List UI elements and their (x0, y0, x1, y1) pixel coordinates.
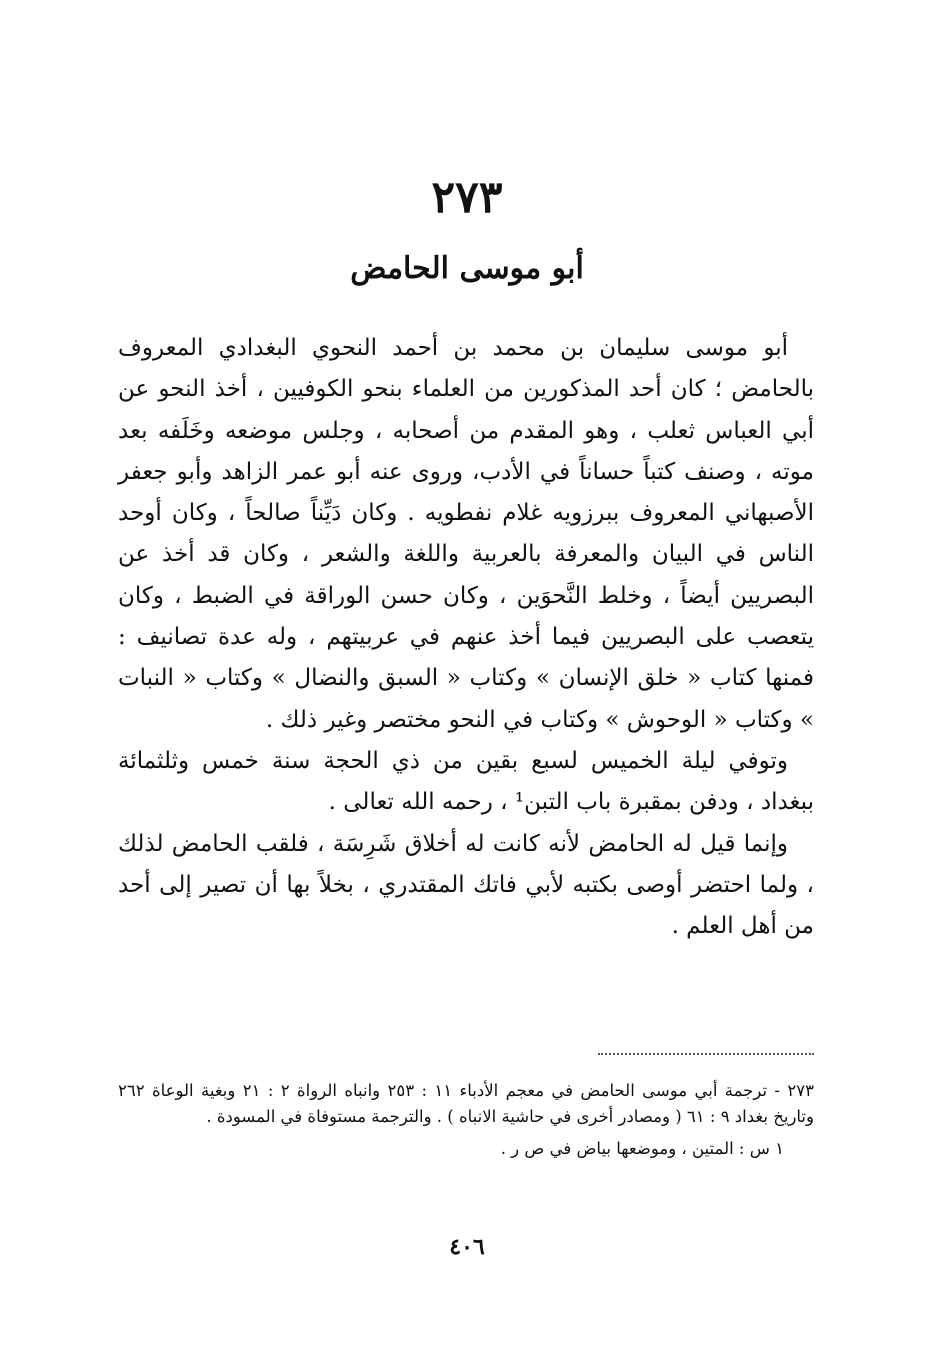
paragraph-death: وتوفي ليلة الخميس لسبع بقين من ذي الحجة سنة خمس وثلثمائة ببغداد ، ودفن بمقبرة باب التبن¹ ، رحمه الله تعالى . (118, 747, 814, 816)
footnotes (118, 1078, 814, 1162)
paragraph-nickname: وإنما قيل له الحامض لأنه كانت له أخلاق شَرِسَة ، فلقب الحامض لذلك ، ولما احتضر أوصى بكتبه لأبي فاتك المقتدري ، بخلاً بها أن تصير إلى أحد من أهل العلم . (118, 830, 814, 940)
biography-text (118, 328, 814, 947)
paragraph-biography: أبو موسى سليمان بن محمد بن أحمد النحوي البغدادي المعروف بالحامض ؛ كان أحد المذكورين من العلماء بنحو الكوفيين ، أخذ النحو عن أبي العباس ثعلب ، وهو المقدم من أصحابه ، وجلس موضعه وخَلَفه بعد موته ، وصنف كتباً حساناً في الأدب، وروى عنه أبو عمر الزاهد وأبو جعفر الأصبهاني المعروف ببرزويه غلام نفطويه . وكان دَيِّناً صالحاً ، وكان أوحد الناس في البيان والمعرفة بالعربية واللغة والشعر ، وكان قد أخذ عن البصريين أيضاً ، وخلط النَّحوَين ، وكان حسن الوراقة في الضبط ، وكان يتعصب على البصريين فيما أخذ عنهم في عربيتهم ، وله عدة تصانيف : فمنها كتاب « خلق الإنسان » وكتاب « السبق والنضال » وكتاب « النبات » وكتاب « الوحوش » وكتاب في النحو مختصر وغير ذلك . (118, 335, 814, 733)
footnote-divider (598, 1053, 814, 1055)
page-number: ٤٠٦ (449, 1234, 485, 1260)
entry-title: أبو موسى الحامض (350, 251, 584, 286)
footnote-sources: ٢٧٣ - ترجمة أبي موسى الحامض في معجم الأدباء ١١ : ٢٥٣ وانباه الرواة ٢ : ٢١ وبغية الوعاة ٢٦٢ وتاريخ بغداد ٩ : ٦١ ( ومصادر أخرى في حاشية الانباه ) . والترجمة مستوفاة في المسودة . (118, 1081, 814, 1126)
entry-number: ٢٧٣ (431, 172, 503, 223)
footnote-1: ١ س : المتين ، وموضعها بياض في ص ر . (500, 1139, 784, 1158)
